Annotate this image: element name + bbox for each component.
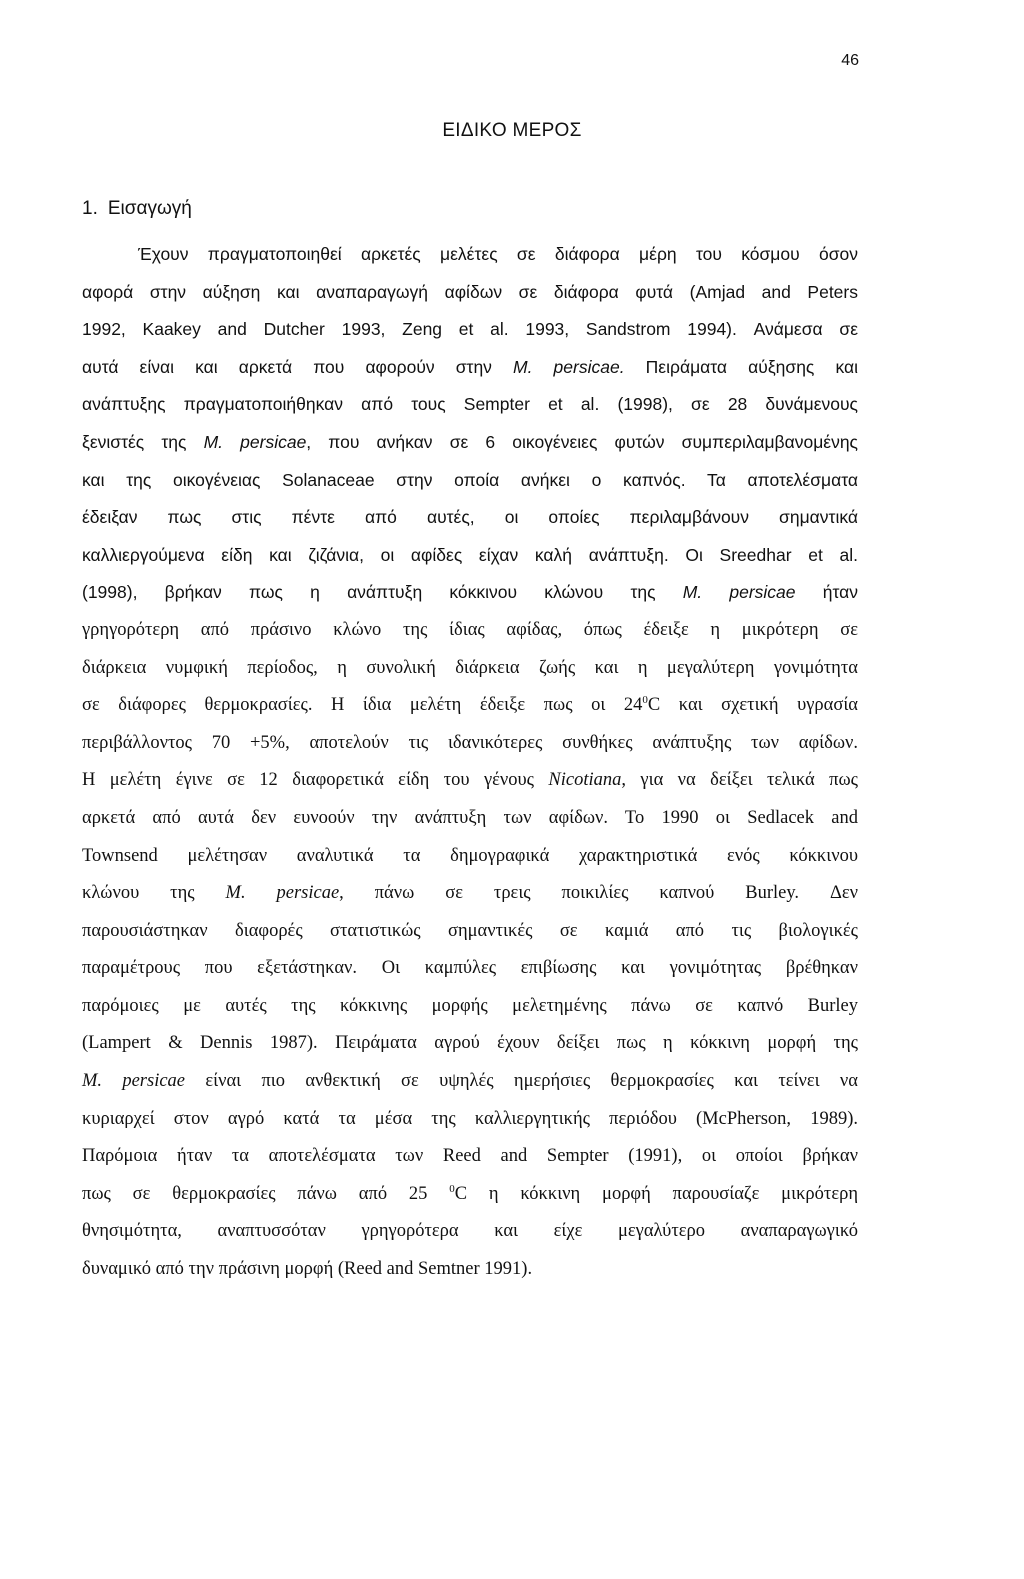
degree-superscript: 0 [642, 694, 648, 707]
text-line: παρόμοιες με αυτές της κόκκινης μορφής μελετημένης πάνω σε καπνό Burley [82, 995, 858, 1016]
text-fragment: , για να δείξει τελικά πως [621, 770, 858, 791]
text-line: Έχουν πραγματοποιηθεί αρκετές μελέτες σε διάφορα μέρη του κόσμου όσον [138, 244, 858, 264]
text-fragment: είναι πιο ανθεκτική σε υψηλές ημερήσιες θερμοκρασίες και τείνει να [185, 1071, 858, 1092]
section-title: Εισαγωγή [107, 198, 192, 219]
text-fragment: ξενιστές της [82, 431, 204, 452]
text-fragment: Πειράματα αύξησης και [624, 356, 858, 377]
text-line [82, 1063, 858, 1101]
text-line: ανάπτυξης πραγματοποιήθηκαν από τους Sempter et al. (1998), σε 28 δυνάμενους [82, 394, 858, 415]
text-line: αρκετά από αυτά δεν ευνοούν την ανάπτυξη των αφίδων. Το 1990 οι Sedlacek and [82, 807, 858, 828]
text-fragment: Η μελέτη έγινε σε 12 διαφορετικά είδη του γένους [82, 770, 549, 791]
text-fragment: ήταν [795, 582, 858, 603]
section-number: 1. [82, 198, 98, 219]
text-line [82, 424, 858, 462]
text-line [82, 762, 858, 800]
text-line: (Lampert & Dennis 1987). Πειράματα αγρού έχουν δείξει πως η κόκκινη μορφή της [82, 1033, 858, 1054]
text-line: και της οικογένειας Solanaceae στην οποία ανήκει ο καπνός. Τα αποτελέσματα [82, 469, 858, 490]
section-heading [82, 198, 192, 220]
text-line [82, 349, 858, 387]
page-number: 46 [841, 52, 859, 69]
text-line: αφορά στην αύξηση και αναπαραγωγή αφίδων σε διάφορα φυτά (Amjad and Peters [82, 281, 858, 302]
species-name: M. persicae [82, 1071, 186, 1092]
text-fragment: αυτά είναι και αρκετά που αφορούν στην [82, 356, 514, 377]
species-name: M. persicae [203, 431, 307, 452]
text-line: δυναμικό από την πράσινη μορφή (Reed and Semtner 1991). [82, 1259, 533, 1280]
text-fragment: , πάνω σε τρεις ποικιλίες καπνού Burley. Δεν [339, 883, 858, 904]
text-line: παρουσιάστηκαν διαφορές στατιστικώς σημαντικές σε καμιά από τις βιολογικές [82, 920, 858, 941]
text-fragment: κλώνου της [82, 883, 226, 904]
text-line: Townsend μελέτησαν αναλυτικά τα δημογραφικά χαρακτηριστικά ενός κόκκινου [82, 845, 858, 866]
text-line: 1992, Kaakey and Dutcher 1993, Zeng et al. 1993, Sandstrom 1994). Ανάμεσα σε [82, 319, 858, 340]
degree-superscript: 0 [449, 1182, 455, 1195]
text-line [82, 1176, 858, 1214]
text-line: Παρόμοια ήταν τα αποτελέσματα των Reed and Sempter (1991), οι οποίοι βρήκαν [82, 1146, 858, 1167]
text-line: θνησιμότητα, αναπτυσσόταν γρηγορότερα και είχε μεγαλύτερο αναπαραγωγικό [82, 1221, 858, 1242]
text-line [82, 875, 858, 913]
species-name: M. persicae [225, 883, 340, 904]
text-line: έδειξαν πως στις πέντε από αυτές, οι οποίες περιλαμβάνουν σημαντικά [82, 507, 858, 528]
species-name: M. persicae [682, 582, 796, 603]
chapter-title: ΕΙΔΙΚΟ ΜΕΡΟΣ [442, 120, 582, 141]
text-fragment: (1998), βρήκαν πως η ανάπτυξη κόκκινου κλώνου της [82, 582, 683, 603]
body-paragraph [82, 236, 858, 1289]
species-name: M. persicae. [513, 356, 625, 377]
text-line [82, 687, 858, 725]
text-line [82, 574, 858, 612]
text-fragment: πως σε θερμοκρασίες πάνω από 25 [82, 1183, 450, 1204]
text-line: παραμέτρους που εξετάστηκαν. Οι καμπύλες επιβίωσης και γονιμότητας βρέθηκαν [82, 958, 858, 979]
genus-name: Nicotiana [548, 770, 622, 791]
text-line: περιβάλλοντος 70 +5%, αποτελούν τις ιδανικότερες συνθήκες ανάπτυξης των αφίδων. [82, 732, 858, 753]
text-fragment: C η κόκκινη μορφή παρουσίαζε μικρότερη [454, 1183, 858, 1204]
text-line: διάρκεια νυμφική περίοδος, η συνολική διάρκεια ζωής και η μεγαλύτερη γονιμότητα [82, 657, 858, 678]
text-fragment: , που ανήκαν σε 6 οικογένειες φυτών συμπεριλαμβανομένης [306, 431, 858, 452]
text-line: καλλιεργούμενα είδη και ζιζάνια, οι αφίδες είχαν καλή ανάπτυξη. Οι Sreedhar et al. [82, 544, 858, 565]
text-fragment: C και σχετική υγρασία [647, 695, 859, 716]
text-line: γρηγορότερη από πράσινο κλώνο της ίδιας αφίδας, όπως έδειξε η μικρότερη σε [82, 619, 858, 640]
text-line: κυριαρχεί στον αγρό κατά τα μέσα της καλλιεργητικής περιόδου (McPherson, 1989). [82, 1108, 858, 1129]
text-fragment: σε διάφορες θερμοκρασίες. Η ίδια μελέτη έδειξε πως οι 24 [82, 695, 643, 716]
